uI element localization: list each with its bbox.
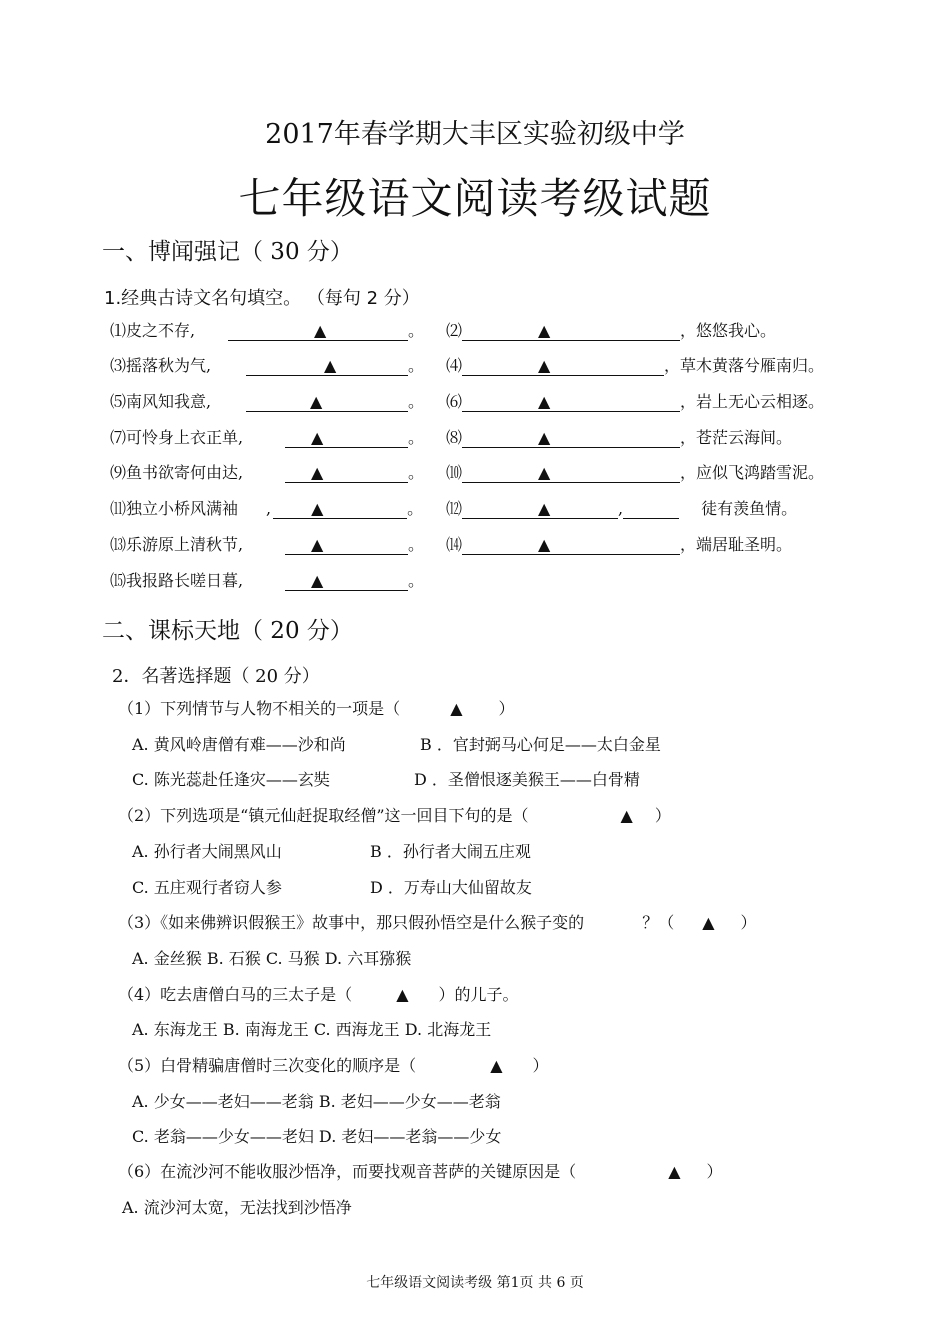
poem-row-4 <box>446 353 824 376</box>
triangle-marker-icon: ▲ <box>311 535 324 554</box>
answer-blank[interactable] <box>462 391 680 412</box>
poem-post: 。 <box>408 571 425 590</box>
triangle-marker-icon: ▲ <box>538 321 551 340</box>
subq1-stem <box>118 696 515 719</box>
answer-blank[interactable] <box>462 355 664 376</box>
close-paren: ） <box>532 1056 549 1075</box>
poem-pre: ⒁ <box>446 535 463 554</box>
close-paren: ） <box>654 806 671 825</box>
poem-pre: ⒀乐游原上清秋节, <box>110 535 244 554</box>
triangle-marker-icon: ▲ <box>538 428 551 447</box>
triangle-marker-icon: ▲ <box>311 428 324 447</box>
answer-blank[interactable] <box>462 498 618 519</box>
poem-pre: ⒂我报路长嗟日暮, <box>110 571 244 590</box>
subq2-stem <box>118 803 671 826</box>
poem-pre: ⑽ <box>446 463 463 482</box>
stem-text: （4）吃去唐僧白马的三太子是（ <box>118 985 353 1004</box>
answer-blank[interactable] <box>246 355 408 376</box>
stem-text: （1）下列情节与人物不相关的一项是（ <box>118 699 401 718</box>
answer-blank[interactable] <box>285 462 408 483</box>
poem-post: ，端居耻圣明。 <box>680 535 793 554</box>
subq6-stem <box>118 1159 723 1182</box>
subq2-option-a[interactable]: A. 孙行者大闹黑风山 <box>132 842 282 861</box>
subq4-options[interactable]: A. 东海龙王 B. 南海龙王 C. 西海龙王 D. 北海龙王 <box>132 1020 492 1039</box>
subq2-option-c[interactable]: C. 五庄观行者窃人参 <box>132 878 282 897</box>
poem-post: 。 <box>408 535 425 554</box>
comma: , <box>266 499 272 518</box>
triangle-marker-icon: ▲ <box>314 321 327 340</box>
subq5-options-cd[interactable]: C. 老翁——少女——老妇 D. 老妇——老翁——少女 <box>132 1127 502 1146</box>
triangle-marker-icon[interactable]: ▲ <box>668 1162 681 1181</box>
poem-row-1 <box>110 318 425 341</box>
triangle-marker-icon: ▲ <box>324 356 337 375</box>
poem-post: 徒有羡鱼情。 <box>701 499 798 518</box>
school-heading: 2017年春学期大丰区实验初级中学 <box>265 119 685 150</box>
comma: , <box>618 499 624 518</box>
poem-row-13 <box>110 532 425 555</box>
poem-post: 。 <box>408 428 425 447</box>
answer-blank[interactable] <box>273 498 407 519</box>
triangle-marker-icon[interactable]: ▲ <box>396 985 409 1004</box>
poem-row-8 <box>446 425 792 448</box>
triangle-marker-icon[interactable]: ▲ <box>620 806 633 825</box>
answer-blank[interactable] <box>462 427 680 448</box>
poem-pre: ⑻ <box>446 428 463 447</box>
poem-row-2 <box>446 318 776 341</box>
triangle-marker-icon: ▲ <box>538 463 551 482</box>
close-paren: ） <box>498 699 515 718</box>
poem-row-14 <box>446 532 792 555</box>
poem-pre: ⑼鱼书欲寄何由达, <box>110 463 244 482</box>
poem-row-10 <box>446 460 824 483</box>
poem-row-6 <box>446 389 824 412</box>
stem-text: （2）下列选项是“镇元仙赶捉取经僧”这一回目下句的是（ <box>118 806 529 825</box>
subq4-stem <box>118 982 519 1005</box>
answer-blank[interactable] <box>462 534 680 555</box>
close-paren: ） <box>740 913 757 932</box>
subq5-stem <box>118 1053 549 1076</box>
poem-pre: ⑿ <box>446 499 463 518</box>
poem-post: ，苍茫云海间。 <box>680 428 793 447</box>
poem-pre: ⑵ <box>446 321 463 340</box>
poem-post: 。 <box>408 321 425 340</box>
triangle-marker-icon: ▲ <box>311 571 324 590</box>
answer-blank[interactable] <box>623 498 679 519</box>
triangle-marker-icon: ▲ <box>538 535 551 554</box>
triangle-marker-icon: ▲ <box>311 499 324 518</box>
exam-title: 七年级语文阅读考级试题 <box>238 174 712 223</box>
triangle-marker-icon[interactable]: ▲ <box>490 1056 503 1075</box>
triangle-marker-icon[interactable]: ▲ <box>702 913 715 932</box>
poem-row-12 <box>446 496 797 519</box>
triangle-marker-icon: ▲ <box>311 463 324 482</box>
stem-text: （5）白骨精骗唐僧时三次变化的顺序是（ <box>118 1056 417 1075</box>
poem-pre: ⑸南风知我意, <box>110 392 212 411</box>
triangle-marker-icon: ▲ <box>538 499 551 518</box>
poem-pre: ⑷ <box>446 356 463 375</box>
answer-blank[interactable] <box>462 320 680 341</box>
stem-text: （3）《如来佛辨识假猴王》故事中，那只假孙悟空是什么猴子变的 <box>118 913 585 932</box>
triangle-marker-icon: ▲ <box>538 392 551 411</box>
close-paren: ） <box>706 1162 723 1181</box>
answer-blank[interactable] <box>246 391 408 412</box>
answer-blank[interactable] <box>462 462 680 483</box>
poem-post: 。 <box>408 463 425 482</box>
question2-prompt: 2．名著选择题（ 20 分） <box>112 666 320 687</box>
poem-post: ，应似飞鸿踏雪泥。 <box>680 463 825 482</box>
poem-pre: ⑾独立小桥风满袖 <box>110 499 239 518</box>
subq3-stem <box>118 910 757 933</box>
poem-post: ，悠悠我心。 <box>680 321 777 340</box>
subq2-option-d[interactable]: D ．万寿山大仙留故友 <box>370 878 532 897</box>
triangle-marker-icon[interactable]: ▲ <box>450 699 463 718</box>
poem-post: 。 <box>408 392 425 411</box>
subq1-option-d[interactable]: D ．圣僧恨逐美猴王——白骨精 <box>414 770 640 789</box>
subq3-options[interactable]: A. 金丝猴 B. 石猴 C. 马猴 D. 六耳猕猴 <box>132 949 412 968</box>
triangle-marker-icon: ▲ <box>310 392 323 411</box>
poem-pre: ⑴皮之不存, <box>110 321 196 340</box>
poem-row-7 <box>110 425 425 448</box>
section2-heading: 二、课标天地（ 20 分） <box>102 618 353 644</box>
subq6-option-a[interactable]: A. 流沙河太宽，无法找到沙悟净 <box>122 1198 352 1217</box>
poem-row-9 <box>110 460 425 483</box>
stem-tail: ）的儿子。 <box>438 985 519 1004</box>
section1-heading: 一、博闻强记（ 30 分） <box>102 239 353 265</box>
poem-post: 。 <box>407 499 424 518</box>
answer-blank[interactable] <box>285 534 408 555</box>
question1-prompt: 1.经典古诗文名句填空。 （每句 2 分） <box>104 288 420 309</box>
poem-pre: ⑹ <box>446 392 463 411</box>
answer-blank[interactable] <box>228 320 408 341</box>
poem-pre: ⑶摇落秋为气, <box>110 356 212 375</box>
stem-text: （6）在流沙河不能收服沙悟净，而要找观音菩萨的关键原因是（ <box>118 1162 577 1181</box>
question-mark: ？（ <box>642 913 675 932</box>
poem-post: ，岩上无心云相逐。 <box>680 392 825 411</box>
poem-pre: ⑺可怜身上衣正单, <box>110 428 244 447</box>
page-footer: 七年级语文阅读考级 第1页 共 6 页 <box>366 1275 584 1291</box>
subq1-option-c[interactable]: C. 陈光蕊赴任逢灾——玄奘 <box>132 770 330 789</box>
subq1-option-a[interactable]: A. 黄风岭唐僧有难——沙和尚 <box>132 735 346 754</box>
poem-row-15 <box>110 568 425 591</box>
subq2-option-b[interactable]: B ．孙行者大闹五庄观 <box>370 842 531 861</box>
answer-blank[interactable] <box>285 427 408 448</box>
subq1-option-b[interactable]: B ．官封弼马心何足——太白金星 <box>420 735 661 754</box>
answer-blank[interactable] <box>285 570 408 591</box>
poem-row-11 <box>110 496 424 519</box>
poem-post: 。 <box>408 356 425 375</box>
triangle-marker-icon: ▲ <box>538 356 551 375</box>
poem-row-5 <box>110 389 425 412</box>
poem-post: ，草木黄落兮雁南归。 <box>664 356 825 375</box>
subq5-options-ab[interactable]: A. 少女——老妇——老翁 B. 老妇——少女——老翁 <box>132 1092 501 1111</box>
poem-row-3 <box>110 353 425 376</box>
